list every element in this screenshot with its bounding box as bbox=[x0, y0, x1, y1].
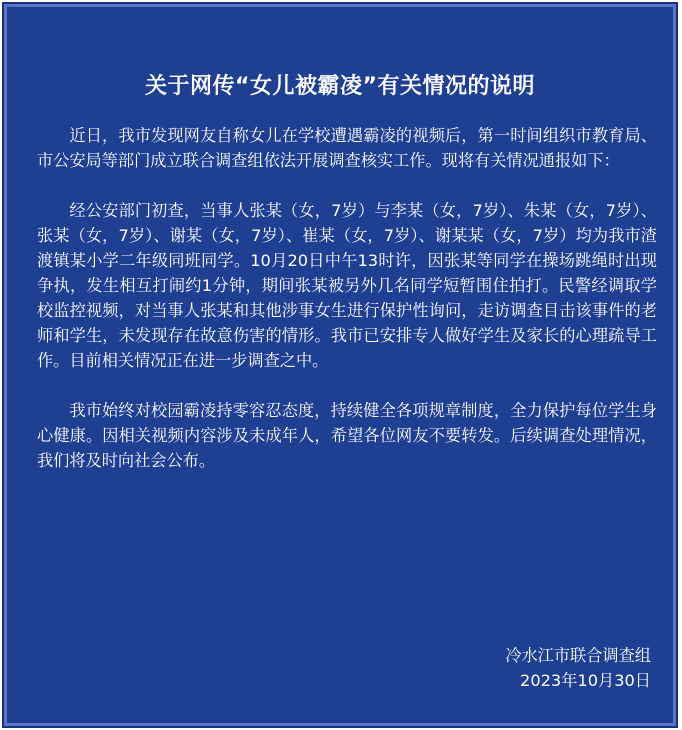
notice-title: 关于网传“女儿被霸凌”有关情况的说明 bbox=[145, 74, 535, 99]
notice-body bbox=[37, 123, 657, 473]
signature-date: 2023年10月30日 bbox=[520, 671, 651, 690]
paragraph-findings: 经公安部门初查，当事人张某（女，7岁）与李某（女，7岁）、朱某（女，7岁）、张某（女，7岁）、谢某（女，7岁）、崔某（女，7岁）、谢某某（女，7岁）均为我市渣渡镇某小学二年级同班同学。10月20日中午13时许，因张某等同学在操场跳绳时出现争执，发生相互打闹约1分钟，期间张某被另外几名同学短暂围住拍打。民警经调取学校监控视频，对当事人张某和其他涉事女生进行保护性询问，走访调查目击该事件的老师和学生，未发现存在故意伤害的情形。我市已安排专人做好学生及家长的心理疏导工作。目前相关情况正在进一步调查之中。 bbox=[37, 201, 657, 370]
signature-org: 冷水江市联合调查组 bbox=[505, 646, 651, 665]
paragraph-intro: 近日，我市发现网友自称女儿在学校遭遇霸凌的视频后，第一时间组织市教育局、市公安局等部门成立联合调查组依法开展调查核实工作。现将有关情况通报如下： bbox=[37, 126, 657, 170]
paragraph-stance: 我市始终对校园霸凌持零容忍态度，持续健全各项规章制度，全力保护每位学生身心健康。因相关视频内容涉及未成年人，希望各位网友不要转发。后续调查处理情况，我们将及时向社会公布。 bbox=[37, 401, 657, 470]
signature-block bbox=[505, 643, 651, 693]
notice-panel bbox=[4, 4, 676, 726]
